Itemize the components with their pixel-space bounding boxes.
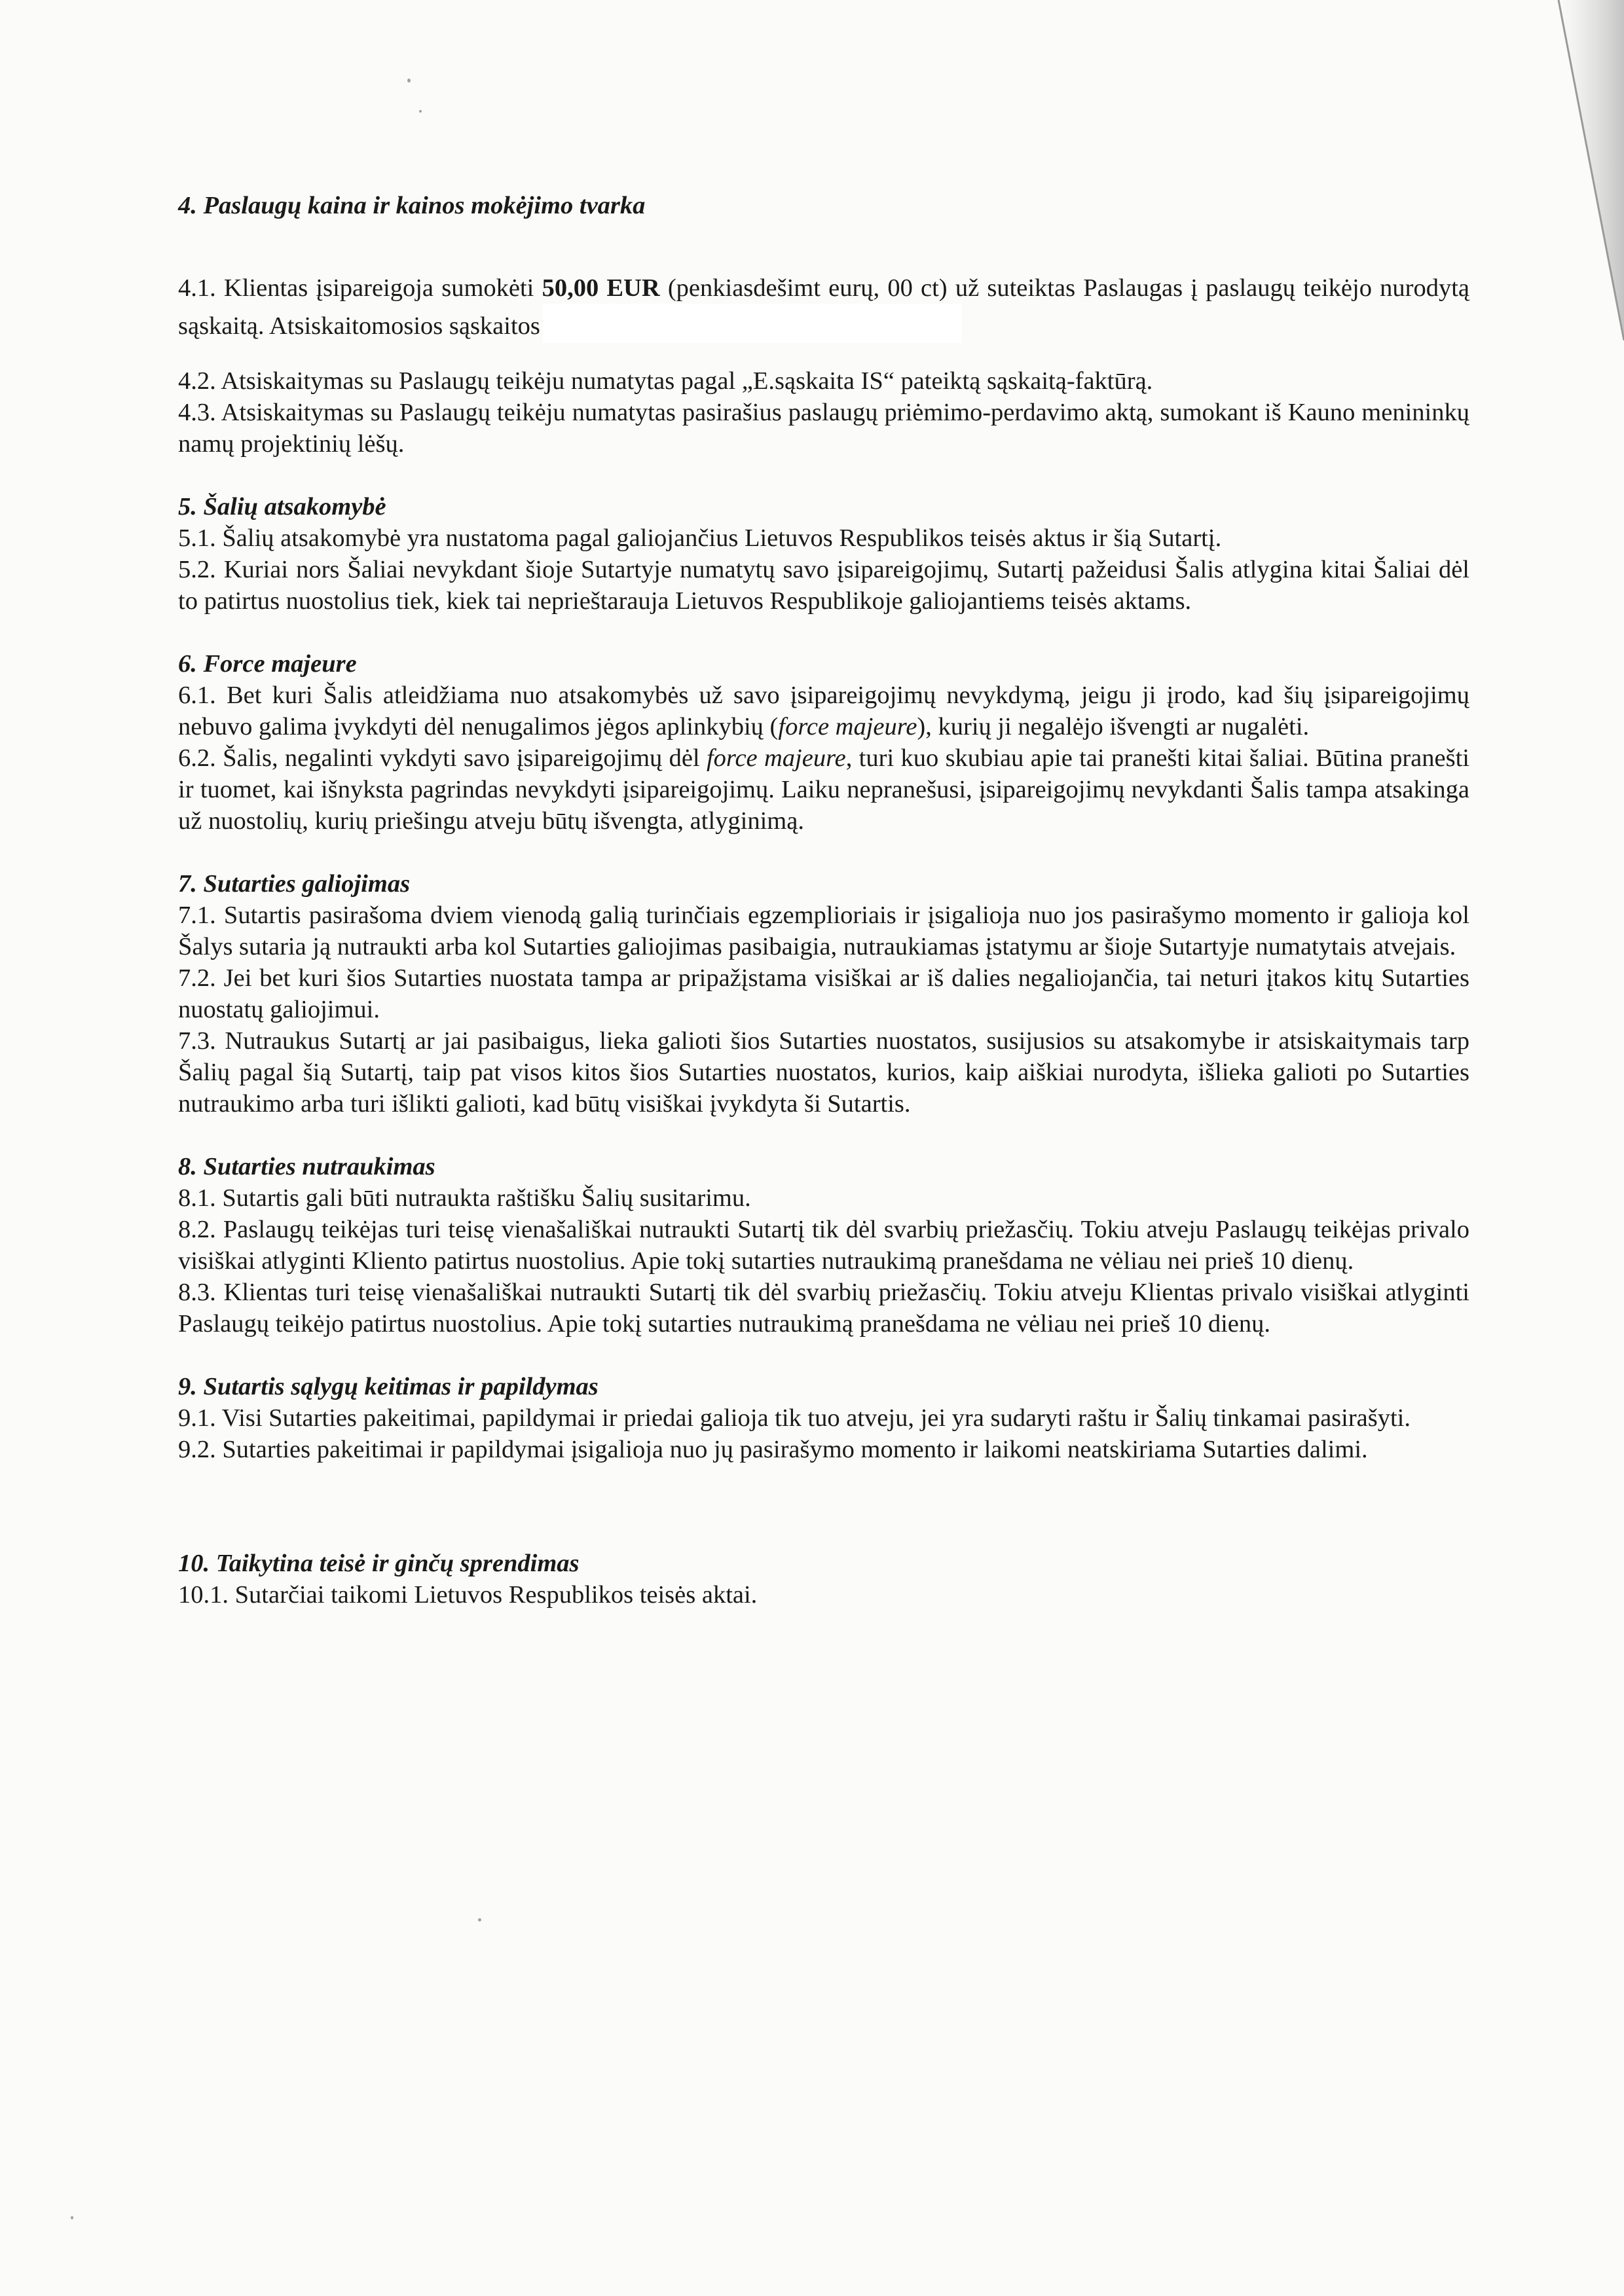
clause-text: , turi kuo skubiau apie tai pranešti kitai šaliai. Būtina pranešti ir tuomet, kai išnyksta pagrindas nevykdyti įsipareigojimų. Laiku nepranešusi, įsipareigojimų nevykdanti Šalis tampa atsakinga už nuostolių, kurių priešingu atveju būtų išvengta, atlyginimą. (178, 744, 1469, 835)
section-heading: 8. Sutarties nutraukimas (178, 1153, 435, 1180)
clause-7-1: 7.1. Sutartis pasirašoma dviem vienodą galią turinčiais egzemplioriais ir įsigalioja nuo jos pasirašymo momento ir galioja kol Šalys sutaria ją nutraukti arba kol Sutarties galiojimas pasibaigia, nutraukiamas įstatymu ar šioje Sutartyje numatytais atvejais. (178, 902, 1469, 960)
clause-9-1: 9.1. Visi Sutarties pakeitimai, papildymai ir priedai galioja tik tuo atveju, jei yra sudaryti raštu ir Šalių tinkamai pasirašyti. (178, 1404, 1411, 1432)
section-heading: 4. Paslaugų kaina ir kainos mokėjimo tvarka (178, 192, 646, 219)
clause-8-3: 8.3. Klientas turi teisę vienašališkai nutraukti Sutartį tik dėl svarbių priežasčių. Tokiu atveju Klientas privalo visiškai atlyginti Paslaugų teikėjo patirtus nuostolius. Apie tokį sutarties nutraukimą pranešdama ne vėliau nei prieš 10 dienų. (178, 1279, 1469, 1338)
clause-6-1 (178, 680, 1469, 742)
scan-speck (419, 110, 422, 113)
scan-speck (478, 1918, 481, 1922)
clause-4-2: 4.2. Atsiskaitymas su Paslaugų teikėju numatytas pagal „E.sąskaita IS“ pateiktą sąskaitą-faktūrą. (178, 367, 1153, 395)
scan-speck (71, 2216, 73, 2219)
clause-text: 4.1. Klientas įsipareigoja sumokėti (178, 274, 542, 302)
clause-emphasis: force majeure (706, 744, 846, 772)
section-heading: 6. Force majeure (178, 650, 357, 678)
clause-text: 6.2. Šalis, negalinti vykdyti savo įsipareigojimų dėl (178, 744, 707, 772)
clause-5-2: 5.2. Kuriai nors Šaliai nevykdant šioje Sutartyje numatytų savo įsipareigojimų, Sutartį pažeidusi Šalis atlygina kitai Šaliai dėl to patirtus nuostolius tiek, kiek tai neprieštarauja Lietuvos Respublikoje galiojantiems teisės aktams. (178, 556, 1469, 615)
section-heading: 7. Sutarties galiojimas (178, 870, 411, 898)
clause-8-1: 8.1. Sutartis gali būti nutraukta raštišku Šalių susitarimu. (178, 1184, 751, 1212)
section-heading: 5. Šalių atsakomybė (178, 493, 386, 520)
clause-7-2: 7.2. Jei bet kuri šios Sutarties nuostata tampa ar pripažįstama visiškai ar iš dalies negaliojančia, tai neturi įtakos kitų Sutarties nuostatų galiojimui. (178, 964, 1469, 1023)
clause-10-1: 10.1. Sutarčiai taikomi Lietuvos Respublikos teisės aktai. (178, 1581, 758, 1609)
document-body (178, 190, 1469, 1611)
scan-corner-shadow (1519, 0, 1624, 340)
payment-amount: 50,00 EUR (542, 274, 660, 302)
clause-4-1 (178, 272, 1469, 343)
clause-text: 6.1. Bet kuri Šalis atleidžiama nuo atsakomybės už savo įsipareigojimų nevykdymą, jeigu ji įrodo, kad šių įsipareigojimų nebuvo galima įvykdyti dėl nenugalimos jėgos aplinkybių ( (178, 682, 1469, 740)
section-heading: 10. Taikytina teisė ir ginčų sprendimas (178, 1550, 580, 1577)
section-heading: 9. Sutartis sąlygų keitimas ir papildymas (178, 1373, 599, 1400)
clause-8-2: 8.2. Paslaugų teikėjas turi teisę vienašališkai nutraukti Sutartį tik dėl svarbių priežasčių. Tokiu atveju Paslaugų teikėjas privalo visiškai atlyginti Kliento patirtus nuostolius. Apie tokį sutarties nutraukimą pranešdama ne vėliau nei prieš 10 dienų. (178, 1216, 1469, 1275)
clause-text: (penkiasdešimt eurų, 00 ct) už suteiktas Paslaugas į paslaugų teikėjo nurodytą sąskaitą. Atsiskaitomosios sąskaitos (178, 274, 1469, 340)
clause-4-3: 4.3. Atsiskaitymas su Paslaugų teikėju numatytas pasirašius paslaugų priėmimo-perdavimo aktą, sumokant iš Kauno menininkų namų projektinių lėšų. (178, 399, 1469, 458)
clause-6-2 (178, 742, 1469, 837)
clause-emphasis: force majeure (778, 713, 917, 740)
clause-7-3: 7.3. Nutraukus Sutartį ar jai pasibaigus, lieka galioti šios Sutarties nuostatos, susijusios su atsakomybe ir atsiskaitymais tarp Šalių pagal šią Sutartį, taip pat visos kitos šios Sutarties nuostatos, kurios, kaip aiškiai nurodyta, išlieka galioti po Sutarties nutraukimo arba turi išlikti galioti, kad būtų visiškai įvykdyta ši Sutartis. (178, 1027, 1469, 1118)
redacted-account-number (543, 304, 962, 343)
scan-speck (407, 79, 411, 82)
clause-5-1: 5.1. Šalių atsakomybė yra nustatoma pagal galiojančius Lietuvos Respublikos teisės aktus ir šią Sutartį. (178, 524, 1222, 552)
clause-9-2: 9.2. Sutarties pakeitimai ir papildymai įsigalioja nuo jų pasirašymo momento ir laikomi neatskiriama Sutarties dalimi. (178, 1436, 1368, 1463)
clause-text: ), kurių ji negalėjo išvengti ar nugalėti. (917, 713, 1310, 740)
